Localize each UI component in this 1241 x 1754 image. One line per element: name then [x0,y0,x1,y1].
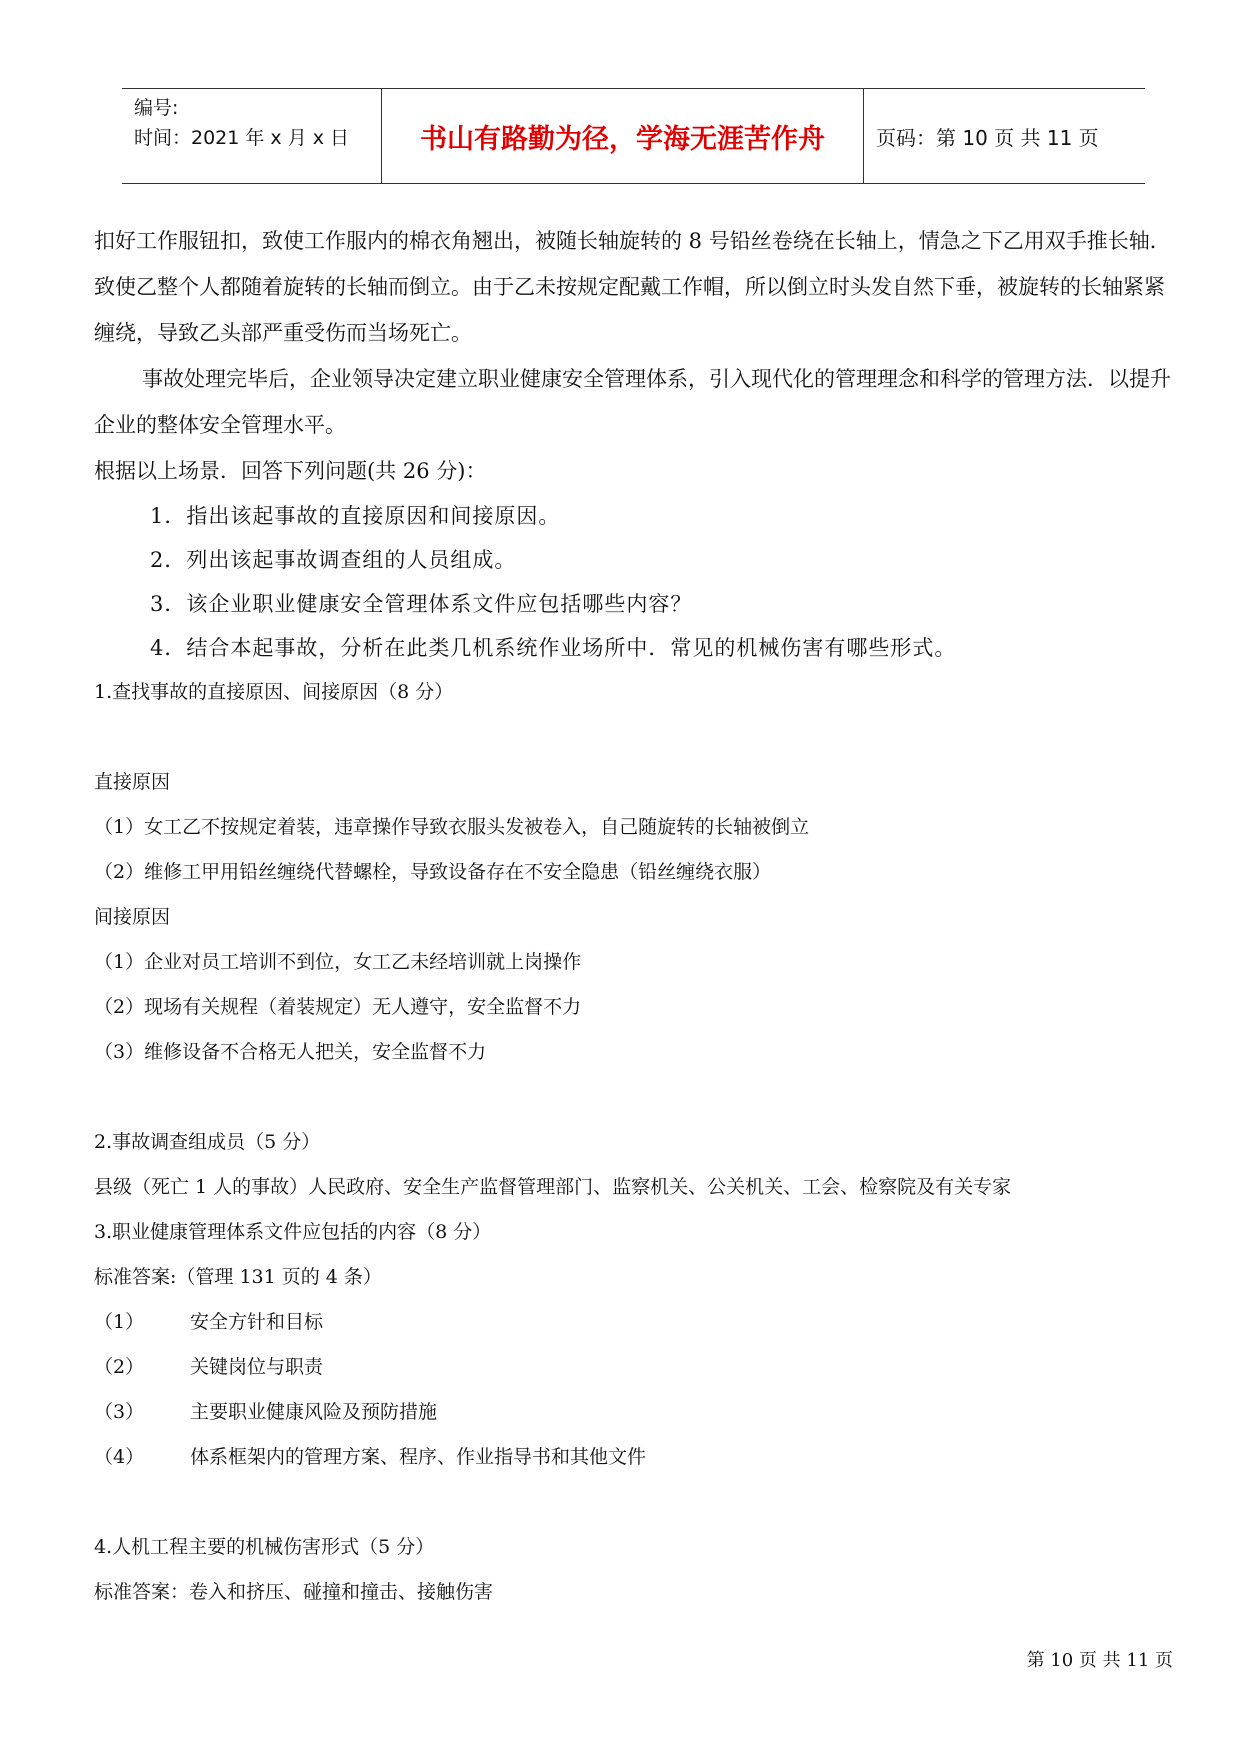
page-footer: 第 10 页 共 11 页 [1026,1650,1173,1671]
question-item: 2．列出该起事故调查组的人员组成。 [150,548,517,572]
question-item: 4．结合本起事故，分析在此类几机系统作业场所中．常见的机械伤害有哪些形式。 [150,636,957,660]
item-number: （2） [94,1356,145,1378]
indirect-cause-item: （1）企业对员工培训不到位，女工乙未经培训就上岗操作 [94,951,582,973]
item-number: （1） [94,1311,145,1333]
scenario-paragraph: 扣好工作服钮扣，致使工作服内的棉衣角翘出，被随长轴旋转的 8 号铅丝卷绕在长轴上，情急之下乙用双手推长轴．致使乙整个人都随着旋转的长轴而倒立。由于乙未按规定配戴工作帽，所以倒立时头发自然下垂，被旋转的长轴紧紧缠绕，导致乙头部严重受伤而当场死亡。 [94,229,1171,345]
direct-cause-item: （1）女工乙不按规定着装，违章操作导致衣服头发被卷入，自己随旋转的长轴被倒立 [94,816,810,838]
direct-cause-label: 直接原因 [94,771,171,793]
direct-cause-item: （2）维修工甲用铅丝缠绕代替螺栓，导致设备存在不安全隐患（铅丝缠绕衣服） [94,861,772,883]
page-header [122,88,1145,184]
time-label: 时间：2021 年 x 月 x 日 [134,127,350,149]
answer4-standard: 标准答案：卷入和挤压、碰撞和撞击、接触伤害 [94,1581,494,1603]
header-motto: 书山有路勤为径，学海无涯苦作舟 [382,89,864,183]
answer3-item [94,1300,1174,1345]
indirect-cause-item: （2）现场有关规程（着装规定）无人遵守，安全监督不力 [94,996,582,1018]
item-number: （4） [94,1446,145,1468]
scenario-paragraph: 事故处理完毕后，企业领导决定建立职业健康安全管理体系，引入现代化的管理理念和科学的管理方法．以提升企业的整体安全管理水平。 [94,367,1171,437]
item-number: （3） [94,1401,145,1423]
answer3-standard: 标准答案:（管理 131 页的 4 条） [94,1266,382,1288]
indirect-cause-label: 间接原因 [94,906,171,928]
answer4-title: 4.人机工程主要的机械伤害形式（5 分） [94,1536,435,1558]
answer1-title: 1.查找事故的直接原因、间接原因（8 分） [94,681,454,703]
question-item: 3．该企业职业健康安全管理体系文件应包括哪些内容？ [150,592,693,616]
answer3-item [94,1390,1174,1435]
item-text: 关键岗位与职责 [190,1356,324,1378]
item-text: 体系框架内的管理方案、程序、作业指导书和其他文件 [190,1446,647,1468]
document-body [94,218,1174,1615]
header-page-label: 页码：第 10 页 共 11 页 [876,125,1099,150]
answer2-title: 2.事故调查组成员（5 分） [94,1131,321,1153]
answer3-item [94,1435,1174,1480]
indirect-cause-item: （3）维修设备不合格无人把关，安全监督不力 [94,1041,487,1063]
question-intro: 根据以上场景．回答下列问题(共 26 分)： [94,459,487,483]
answer3-item [94,1345,1174,1390]
question-item: 1．指出该起事故的直接原因和间接原因。 [150,504,561,528]
header-meta [122,89,382,183]
number-label: 编号: [134,97,179,119]
item-text: 安全方针和目标 [190,1311,324,1333]
item-text: 主要职业健康风险及预防措施 [190,1401,438,1423]
answer2-text: 县级（死亡 1 人的事故）人民政府、安全生产监督管理部门、监察机关、公关机关、工会、检察院及有关专家 [94,1176,1012,1198]
answer3-title: 3.职业健康管理体系文件应包括的内容（8 分） [94,1221,492,1243]
